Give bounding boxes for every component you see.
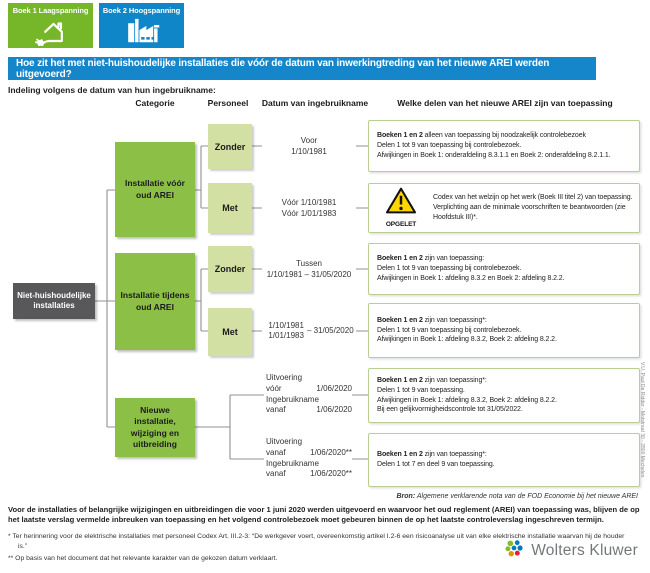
badge-boek2-label: Boek 2 Hoogspanning bbox=[102, 6, 181, 15]
personnel-node-met-1: Met bbox=[208, 183, 252, 233]
result-box-5: Boeken 1 en 2 zijn van toepassing*: Delen 1 tot 9 van toepassing. Afwijkingen in Boek 1: afdeling 8.3.2, Boek 2: afdeling 8.2.2. Bij een gelijkvormigheidscontrole tot 31/05/2022. bbox=[368, 368, 640, 423]
date-label-row1: Voor 1/10/1981 bbox=[291, 136, 327, 156]
column-header-categorie: Categorie bbox=[135, 98, 175, 108]
date-label-row6: Uitvoering vanaf 1/06/2020** Ingebruikname vanaf 1/06/2020** bbox=[266, 437, 352, 479]
wolters-kluwer-logo bbox=[503, 537, 638, 564]
category-node-voor-oud-arei: Installatie vóór oud AREI bbox=[115, 142, 195, 237]
warning-text: Codex van het welzijn op het werk (Boek III titel 2) van toepassing. Verplichting aan de minimale voorschriften te beantwoorden (zie Hoofdstuk III)*. bbox=[433, 194, 633, 221]
personnel-node-zonder-1: Zonder bbox=[208, 124, 252, 169]
category-node-tijdens-oud-arei: Installatie tijdens oud AREI bbox=[115, 253, 195, 350]
source-note: Bron: Algemene verklarende nota van de FOD Economie bij het nieuwe AREI bbox=[396, 493, 638, 500]
question-banner: Hoe zit het met niet-huishoudelijke installaties die vóór de datum van inwerkingtreding van het nieuwe AREI werden uitgevoerd? bbox=[8, 57, 596, 80]
wolters-kluwer-icon bbox=[503, 537, 525, 564]
category-node-nieuwe-installatie: Nieuwe installatie, wijziging en uitbreiding bbox=[115, 398, 195, 457]
root-node-niet-huishoudelijk: Niet-huishoudelijke installaties bbox=[13, 283, 95, 319]
date-label-row5: Uitvoering vóór 1/06/2020 Ingebruikname vanaf 1/06/2020 bbox=[266, 373, 352, 415]
date-label-row3: Tussen 1/10/1981 – 31/05/2020 bbox=[266, 259, 352, 279]
column-header-personeel: Personeel bbox=[207, 98, 249, 108]
result-box-6: Boeken 1 en 2 zijn van toepassing*: Delen 1 tot 7 en deel 9 van toepassing. bbox=[368, 433, 640, 487]
result-box-4: Boeken 1 en 2 zijn van toepassing*: Delen 1 tot 9 van toepassing bij controlebezoek. Afwijkingen in Boek 1: afdeling 8.3.2, Boek 2: afdeling 8.2.2. bbox=[368, 303, 640, 358]
wolters-kluwer-wordmark: Wolters Kluwer bbox=[531, 541, 638, 559]
badge-boek1-label: Boek 1 Laagspanning bbox=[12, 6, 89, 15]
date-label-row2: Vóór 1/10/1981 Vóór 1/01/1983 bbox=[281, 198, 337, 218]
column-header-datum: Datum van ingebruikname bbox=[261, 98, 369, 108]
date-label-row4: 1/10/1981 1/01/1983 – 31/05/2020 bbox=[268, 320, 354, 340]
result-box-3: Boeken 1 en 2 zijn van toepassing: Delen 1 tot 9 van toepassing bij controlebezoek. Afwijkingen in Boek 1: afdeling 8.3.2 en Boek 2: afdeling 8.2.2. bbox=[368, 243, 640, 295]
result-box-1: Boeken 1 en 2 alleen van toepassing bij noodzakelijk controlebezoek Delen 1 tot 9 van toepassing bij controlebezoek. Afwijkingen in Boek 1: onderafdeling 8.3.1.1 en Boek 2: onderafdeling 8.2.1.1. bbox=[368, 120, 640, 172]
personnel-node-zonder-2: Zonder bbox=[208, 246, 252, 292]
footer-paragraph: Voor de installaties of belangrijke wijzigingen en uitbreidingen die voor 1 juni 2020 werden uitgevoerd en waarvoor het oud reglement (AREI) van toepassing was, blijven de op het laatste verslag vermelde inbreuken van toepassing en het volgend controlebezoek moet gebeuren binnen de op het laatste controleverslag ingeschreven termijn. bbox=[8, 505, 640, 525]
column-header-welke-delen: Welke delen van het nieuwe AREI zijn van toepassing bbox=[397, 98, 613, 108]
warning-icon bbox=[385, 210, 417, 217]
warning-label: OPGELET bbox=[385, 220, 417, 228]
footnote-2: ** Op basis van het document dat het relevante karakter van de gekozen datum verklaart. bbox=[8, 555, 278, 562]
result-box-2-warning bbox=[368, 183, 640, 233]
publisher-credit: V.U. Paul De Ridder - Motstraat 30 - 2800 Mechelen bbox=[639, 362, 645, 478]
footnote-1: * Ter herinnering voor de elektrische installaties met personeel Codex Art. III.2-3: “De werkgever voert, overeenkomstig artikel I.2-6 een risicoanalyse uit van elke elektrische installatie waarvan hij de houder is.” bbox=[8, 533, 625, 550]
personnel-node-met-2: Met bbox=[208, 308, 252, 356]
warning-block bbox=[377, 187, 425, 229]
intro-text: Indeling volgens de datum van hun ingebruikname: bbox=[8, 85, 216, 95]
